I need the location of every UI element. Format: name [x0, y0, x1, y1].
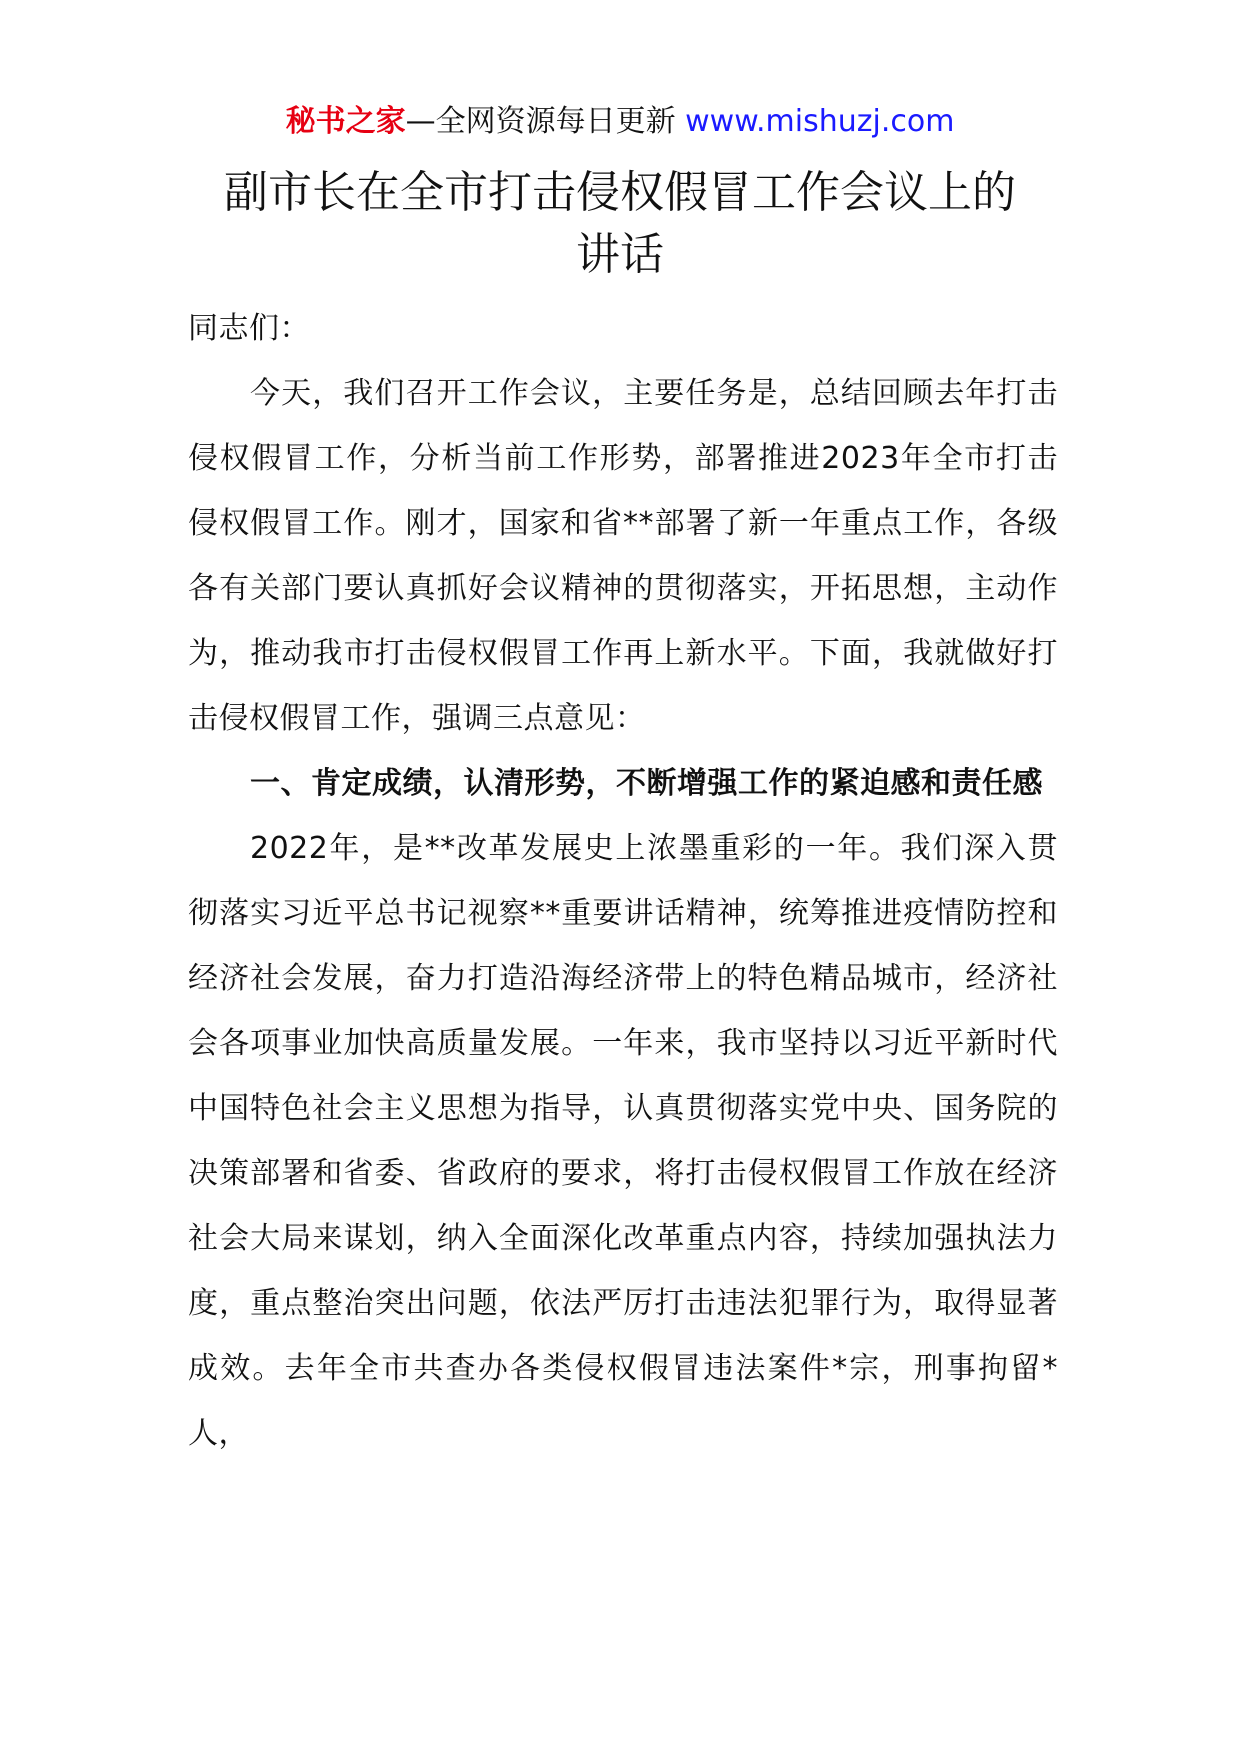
watermark-brand: 秘书之家 [285, 104, 406, 139]
title-line-1: 副市长在全市打击侵权假冒工作会议上的 [224, 167, 1016, 218]
document-body [188, 296, 1058, 1466]
site-watermark-header [0, 100, 1240, 144]
title-line-2: 讲话 [576, 229, 664, 280]
document-title [0, 162, 1240, 286]
section-heading-1: 一、肯定成绩，认清形势，不断增强工作的紧迫感和责任感 [250, 766, 1043, 801]
salutation: 同志们： [188, 311, 310, 346]
paragraph-intro: 今天，我们召开工作会议，主要任务是，总结回顾去年打击侵权假冒工作，分析当前工作形势，部署推进2023年全市打击侵权假冒工作。刚才，国家和省**部署了新一年重点工作，各级各有关部门要认真抓好会议精神的贯彻落实，开拓思想，主动作为，推动我市打击侵权假冒工作再上新水平。下面，我就做好打击侵权假冒工作，强调三点意见： [188, 376, 1058, 736]
watermark-url[interactable]: www.mishuzj.com [685, 104, 955, 139]
paragraph-achievements: 2022年，是**改革发展史上浓墨重彩的一年。我们深入贯彻落实习近平总书记视察**重要讲话精神，统筹推进疫情防控和经济社会发展，奋力打造沿海经济带上的特色精品城市，经济社会各项事业加快高质量发展。一年来，我市坚持以习近平新时代中国特色社会主义思想为指导，认真贯彻落实党中央、国务院的决策部署和省委、省政府的要求，将打击侵权假冒工作放在经济社会大局来谋划，纳入全面深化改革重点内容，持续加强执法力度，重点整治突出问题，依法严厉打击违法犯罪行为，取得显著成效。去年全市共查办各类侵权假冒违法案件*宗，刑事拘留*人， [188, 831, 1058, 1451]
watermark-tagline: —全网资源每日更新 [405, 104, 686, 139]
